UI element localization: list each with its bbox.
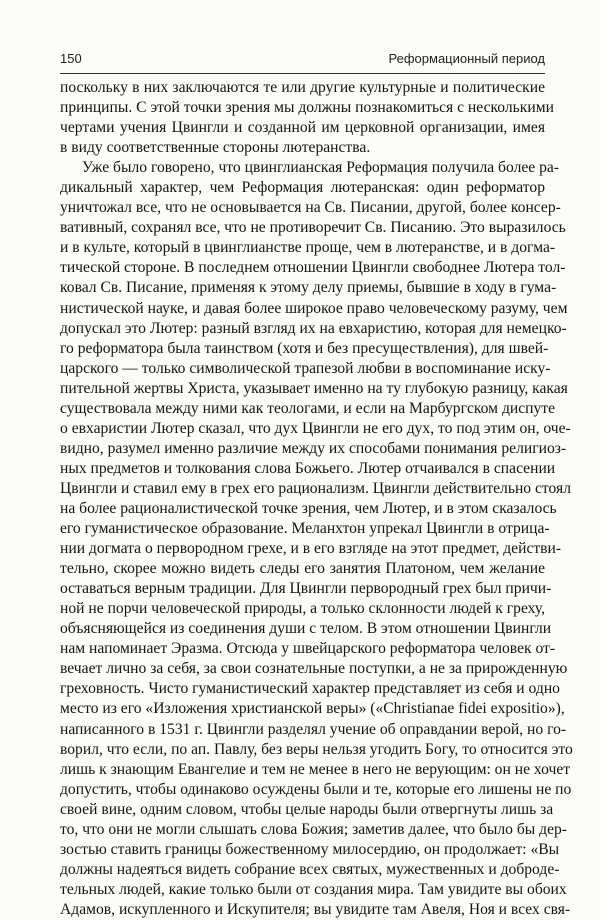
text-line: вативный, сохранял все, что не противоречит Св. Писанию. Это выразилось (60, 219, 566, 237)
text-line: допускал это Лютер: разный взгляд их на евхаристию, которая для немецко- (60, 319, 567, 337)
text-line: чертами учения Цвингли и созданной им церковной организации, имея (60, 119, 545, 137)
text-line: Адамов, искупленного и Искупителя; вы увидите там Авеля, Ноя и всех свя- (60, 900, 571, 918)
text-line: своей вине, одним словом, чтобы целые народы были отвергнуты лишь за (60, 800, 554, 818)
text-line: то, что они не могли слышать слова Божия; заметив далее, что было бы дер- (60, 820, 567, 838)
text-line: написанного в 1531 г. Цвингли разделял учение об оправдании верой, но го- (60, 720, 567, 738)
text-line: и в культе, который в цвинглианстве проще, чем в лютеранстве, и в догма- (60, 239, 556, 257)
text-line: тической стороне. В последнем отношении Цвингли свободнее Лютера тол- (60, 259, 566, 277)
text-line: тельно, скорее можно видеть следы его занятия Платоном, чем желание (60, 560, 545, 578)
text-line: на более рационалистической точке зрения, чем Лютер, и в этом сказалось (60, 499, 557, 517)
page-number: 150 (60, 51, 82, 66)
paragraph (60, 158, 573, 920)
text-line: ковал Св. Писание, применяя к этому делу приемы, бывшие в ходу в гума- (60, 279, 557, 297)
text-line: место из его «Изложения христианской веры» («Christianae fidei expositio»), (60, 700, 565, 718)
text-line: нистической науке, и давая более широкое право человеческому разуму, чем (60, 299, 568, 317)
text-line: пительной жертвы Христа, указывает именно на ту глубокую разницу, какая (60, 379, 568, 397)
text-line: го реформатора была таинством (хотя и без пресуществления), для швей- (60, 339, 549, 357)
page-header (60, 51, 545, 71)
running-title: Реформационный период (388, 51, 545, 66)
text-line: должны надеяться видеть собрание всех святых, мужественных и доброде- (60, 860, 560, 878)
text-line: царского — только символической трапезой любви в воспоминание иску- (60, 359, 551, 377)
header-rule (60, 73, 545, 74)
text-line: о евхаристии Лютер сказал, что дух Цвингли не его дух, то под этим он, оче- (60, 419, 571, 437)
text-line: дикальный характер, чем Реформация лютеранская: один реформатор (60, 179, 545, 197)
text-line: принципы. С этой точки зрения мы должны познакомиться с несколькими (60, 99, 554, 117)
paragraph (60, 78, 554, 158)
body-text (60, 78, 573, 920)
text-line: уничтожал все, что не основывается на Св. Писании, другой, более консер- (60, 199, 561, 217)
text-line: допустить, чтобы одинаково осуждены были и те, которые его лишены не по (60, 780, 572, 798)
text-line: Уже было говорено, что цвинглианская Реформация получила более ра- (82, 159, 560, 177)
text-line: ворил, что если, по ап. Павлу, без веры нельзя угодить Богу, то относится это (60, 740, 573, 758)
text-line: видно, разумел именно различие между их способами понимания религиоз- (60, 439, 567, 457)
text-line: в виду соответственные стороны лютеранства. (60, 139, 371, 157)
text-line: Цвингли и ставил ему в грех его рационализм. Цвингли действительно стоял (60, 479, 571, 497)
text-line: оставаться верным традиции. Для Цвингли первородный грех был причи- (60, 580, 552, 598)
text-line: тельных людей, какие только были от создания мира. Там увидите вы обоих (60, 880, 567, 898)
text-line: греховность. Чисто гуманистический характер представляет из себя и одно (60, 680, 560, 698)
text-line: ной не порчи человеческой природы, а только склонности людей к греху, (60, 600, 545, 618)
text-line: объясняющейся из соединения души с телом. В этом отношении Цвингли (60, 620, 552, 638)
text-line: существовала между ними как теологами, и если на Марбургском диспуте (60, 399, 556, 417)
text-line: нии догмата о первородном грехе, и в его взгляде на этот предмет, действи- (60, 540, 562, 558)
text-line: лишь к знающим Евангелие и тем не менее в него не верующим: он не хочет (60, 760, 571, 778)
text-line: его гуманистическое образование. Меланхтон упрекал Цвингли в отрица- (60, 520, 550, 538)
text-line: ных предметов и толкования слова Божьего. Лютер отчаивался в спасении (60, 459, 556, 477)
text-line: вечает лично за себя, за свои сознательные поступки, а не за прирожденную (60, 660, 568, 678)
text-line: зостью ставить границы божественному милосердию, он продолжает: «Вы (60, 840, 560, 858)
text-line: поскольку в них заключаются те или другие культурные и политические (60, 79, 545, 96)
text-line: нам напоминает Эразма. Отсюда у швейцарского реформатора человек от- (60, 640, 556, 658)
